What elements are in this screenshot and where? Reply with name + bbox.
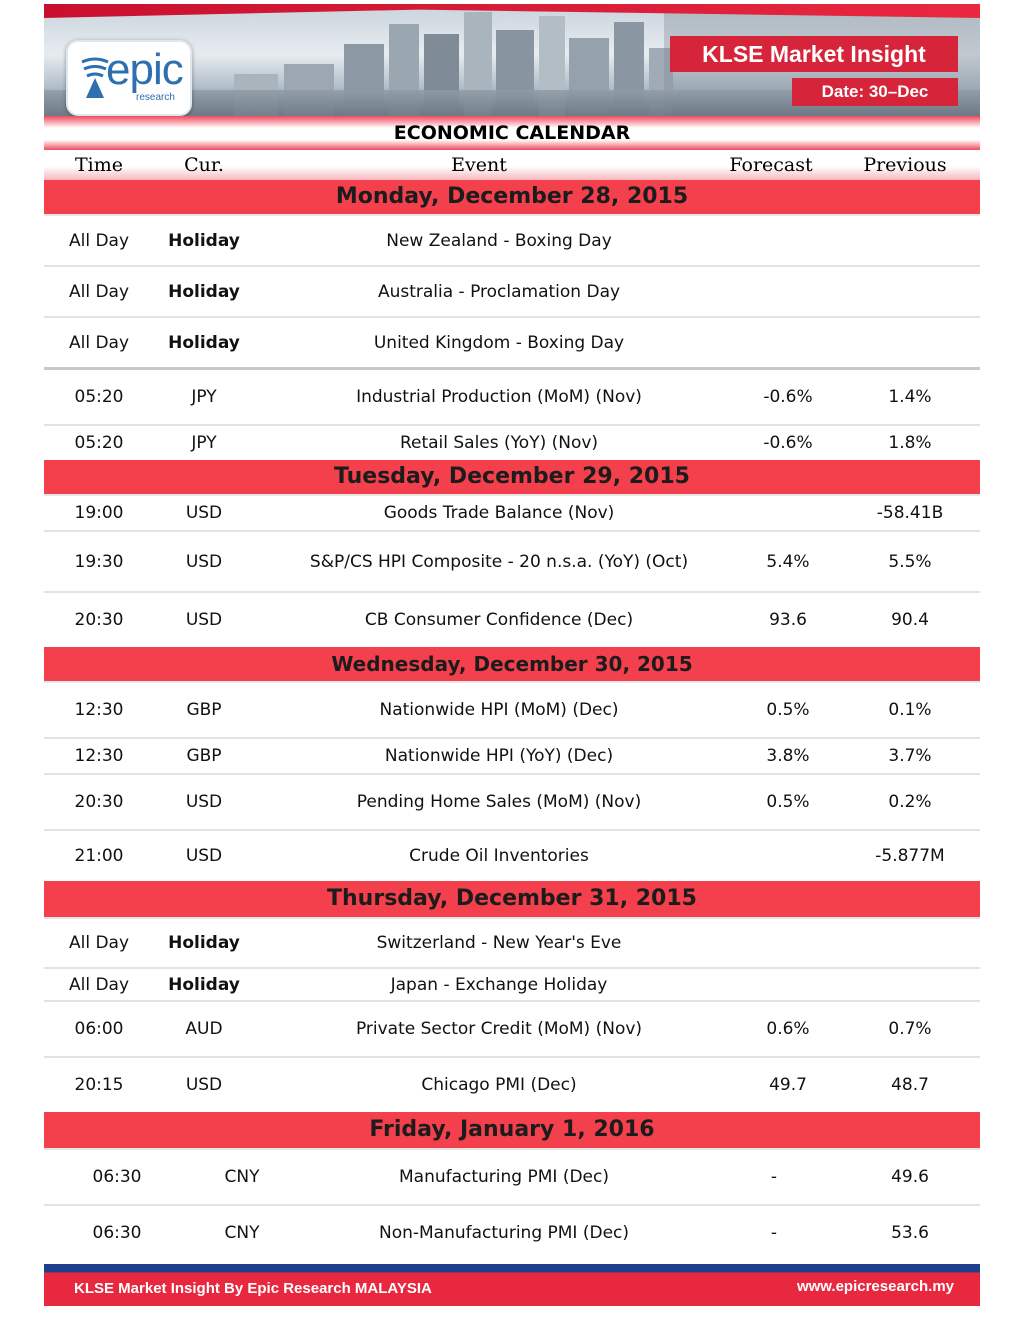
cell-forecast: 0.6% — [766, 1019, 810, 1039]
cell-previous: -58.41B — [876, 503, 944, 523]
cell-previous: 1.4% — [888, 387, 932, 407]
cell-previous: 0.1% — [888, 700, 932, 720]
cell-previous: 53.6 — [891, 1223, 929, 1243]
table-row — [44, 969, 980, 1002]
day-header-wednesday: Wednesday, December 30, 2015 — [44, 647, 980, 683]
cell-event: Retail Sales (YoY) (Nov) — [399, 433, 599, 453]
cell-currency: JPY — [191, 433, 217, 453]
column-header-forecast: Forecast — [729, 154, 813, 176]
cell-previous: 3.7% — [888, 746, 932, 766]
logo-text: epic — [106, 45, 183, 94]
report-date: Date: 30–Dec — [792, 78, 958, 106]
cell-event: Nationwide HPI (MoM) (Dec) — [379, 700, 619, 720]
cell-time: 06:00 — [74, 1019, 124, 1039]
table-row — [44, 1058, 980, 1112]
table-row — [44, 267, 980, 318]
cell-event: Switzerland - New Year's Eve — [376, 933, 622, 953]
day-header-friday: Friday, January 1, 2016 — [44, 1112, 980, 1150]
column-header-row — [44, 150, 980, 180]
report-title: KLSE Market Insight — [670, 36, 958, 72]
cell-time: 05:20 — [74, 433, 124, 453]
cell-forecast: 49.7 — [769, 1075, 807, 1095]
column-header-previous: Previous — [863, 154, 947, 176]
cell-currency: CNY — [224, 1223, 260, 1243]
cell-time: All Day — [68, 230, 130, 251]
cell-event: Non-Manufacturing PMI (Dec) — [378, 1223, 630, 1243]
day-header-tuesday: Tuesday, December 29, 2015 — [44, 460, 980, 496]
table-row — [44, 318, 980, 370]
table-row — [44, 919, 980, 969]
cell-currency: GBP — [186, 700, 222, 720]
footer-bar — [44, 1264, 980, 1306]
cell-currency: USD — [185, 610, 223, 630]
cell-forecast: 5.4% — [766, 551, 810, 572]
table-row — [44, 370, 980, 426]
table-row — [44, 775, 980, 831]
cell-event: S&P/CS HPI Composite - 20 n.s.a. (YoY) (Oct) — [309, 551, 689, 572]
cell-time: All Day — [68, 933, 130, 953]
column-header-time: Time — [74, 154, 123, 176]
cell-event: Chicago PMI (Dec) — [421, 1075, 577, 1095]
table-row — [44, 426, 980, 460]
table-row — [44, 831, 980, 881]
logo-subtext: research — [136, 92, 175, 103]
cell-currency: GBP — [186, 746, 222, 766]
cell-event: United Kingdom - Boxing Day — [373, 332, 625, 353]
cell-previous: 1.8% — [888, 433, 932, 453]
cell-previous: 49.6 — [891, 1167, 929, 1187]
calendar-title: ECONOMIC CALENDAR — [44, 116, 980, 150]
column-header-event: Event — [451, 154, 507, 176]
cell-currency: Holiday — [168, 933, 240, 953]
cell-time: 06:30 — [92, 1167, 142, 1187]
cell-event: Crude Oil Inventories — [409, 846, 589, 866]
footer-left-text: KLSE Market Insight By Epic Research MALAYSIA — [74, 1280, 432, 1297]
header-banner — [44, 4, 980, 116]
table-row — [44, 1150, 980, 1206]
cell-time: 20:30 — [74, 792, 124, 812]
cell-event: Pending Home Sales (MoM) (Nov) — [356, 792, 642, 812]
cell-time: All Day — [68, 281, 130, 302]
cell-previous: 48.7 — [891, 1075, 929, 1095]
table-row — [44, 593, 980, 647]
cell-event: CB Consumer Confidence (Dec) — [364, 610, 634, 630]
cell-forecast: 0.5% — [766, 700, 810, 720]
cell-time: 21:00 — [74, 846, 124, 866]
cell-previous: 0.7% — [888, 1019, 932, 1039]
cell-event: Japan - Exchange Holiday — [390, 974, 608, 995]
cell-forecast: - — [770, 1223, 778, 1243]
cell-currency: USD — [185, 846, 223, 866]
cell-currency: USD — [185, 503, 223, 523]
cell-time: All Day — [68, 974, 130, 995]
table-row — [44, 532, 980, 593]
cell-forecast: -0.6% — [763, 387, 813, 407]
cell-previous: 0.2% — [888, 792, 932, 812]
cell-previous: 90.4 — [891, 610, 929, 630]
cell-event: Australia - Proclamation Day — [377, 281, 621, 302]
cell-time: 05:20 — [74, 387, 124, 407]
cell-currency: USD — [185, 551, 223, 572]
column-header-currency: Cur. — [184, 154, 224, 176]
cell-currency: Holiday — [168, 974, 240, 995]
cell-time: 12:30 — [74, 700, 124, 720]
cell-currency: USD — [185, 792, 223, 812]
cell-time: 12:30 — [74, 746, 124, 766]
cell-event: Manufacturing PMI (Dec) — [398, 1167, 609, 1187]
cell-event: Industrial Production (MoM) (Nov) — [356, 387, 642, 407]
cell-forecast: 93.6 — [769, 610, 807, 630]
cell-event: New Zealand - Boxing Day — [386, 230, 612, 251]
cell-currency: CNY — [224, 1167, 260, 1187]
cell-previous: -5.877M — [875, 846, 945, 866]
cell-time: 19:30 — [74, 551, 124, 572]
cell-currency: Holiday — [168, 332, 240, 353]
day-header-monday: Monday, December 28, 2015 — [44, 180, 980, 216]
table-row — [44, 1002, 980, 1058]
cell-event: Private Sector Credit (MoM) (Nov) — [355, 1019, 643, 1039]
cell-currency: AUD — [185, 1019, 223, 1039]
cell-forecast: 0.5% — [766, 792, 810, 812]
cell-time: 19:00 — [74, 503, 124, 523]
cell-forecast: 3.8% — [766, 746, 810, 766]
table-row — [44, 1206, 980, 1260]
cell-currency: USD — [185, 1075, 223, 1095]
epic-research-logo — [66, 40, 192, 116]
cell-time: 20:30 — [74, 610, 124, 630]
page — [44, 4, 980, 1260]
day-header-thursday: Thursday, December 31, 2015 — [44, 881, 980, 919]
cell-event: Goods Trade Balance (Nov) — [383, 503, 615, 523]
table-row — [44, 496, 980, 532]
footer-website-link[interactable]: www.epicresearch.my — [796, 1278, 954, 1295]
table-row — [44, 739, 980, 775]
cell-event: Nationwide HPI (YoY) (Dec) — [384, 746, 614, 766]
cell-time: 20:15 — [74, 1075, 124, 1095]
cell-time: 06:30 — [92, 1223, 142, 1243]
cell-currency: JPY — [191, 387, 217, 407]
cell-forecast: - — [770, 1167, 778, 1187]
cell-previous: 5.5% — [888, 551, 932, 572]
cell-time: All Day — [68, 332, 130, 353]
table-row — [44, 683, 980, 739]
cell-currency: Holiday — [168, 281, 240, 302]
cell-currency: Holiday — [168, 230, 240, 251]
table-row — [44, 216, 980, 267]
cell-forecast: -0.6% — [763, 433, 813, 453]
